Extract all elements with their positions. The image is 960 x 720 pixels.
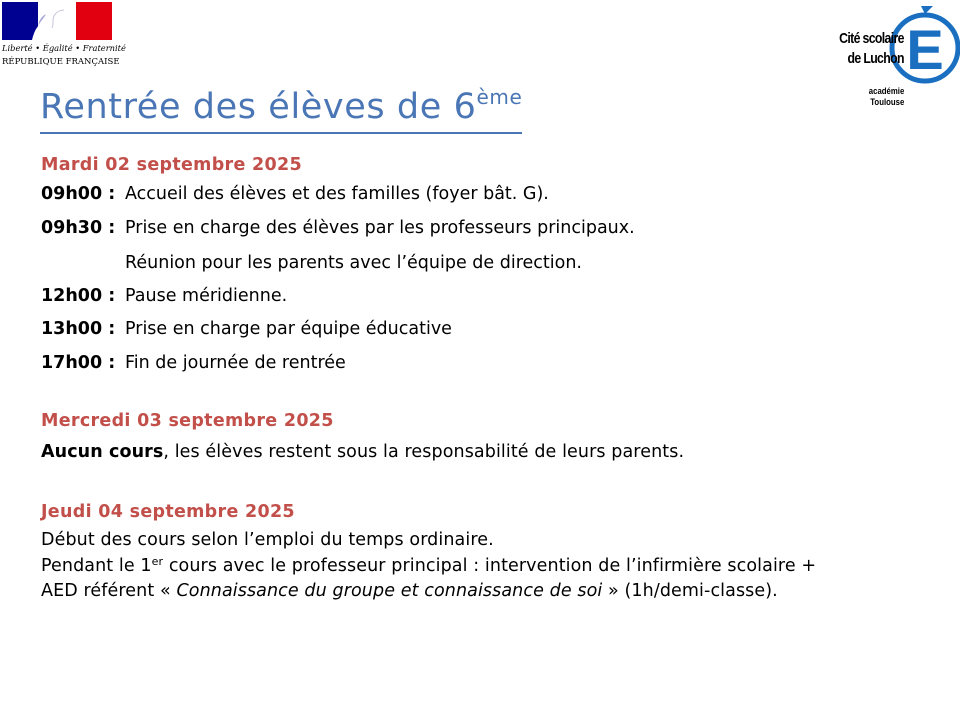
section-date-mercredi: Mercredi 03 septembre 2025	[41, 411, 334, 431]
mercredi-line	[41, 442, 684, 462]
jeudi-line2-sup: er	[151, 555, 164, 568]
title-text: Rentrée des élèves de 6	[40, 87, 477, 127]
schedule-row	[41, 218, 635, 238]
jeudi-line2-b: cours avec le professeur principal : intervention de l’infirmière scolaire +	[163, 556, 817, 576]
jeudi-line1: Début des cours selon l’emploi du temps ordinaire.	[41, 530, 494, 550]
schedule-row	[41, 286, 287, 306]
republique-francaise-logo	[2, 2, 126, 70]
page-title	[40, 82, 522, 134]
cite-scolaire-line1: Cité scolaire	[839, 30, 904, 47]
schedule-row	[41, 319, 452, 339]
mercredi-rest: , les élèves restent sous la responsabilité de leurs parents.	[163, 442, 685, 462]
row-text: Prise en charge des élèves par les professeurs principaux.	[125, 218, 635, 238]
schedule-row	[41, 184, 549, 204]
cite-scolaire-luchon-logo	[830, 0, 960, 118]
row-time: 17h00 :	[41, 353, 116, 373]
schedule-row	[41, 353, 346, 373]
row-text: Prise en charge par équipe éducative	[125, 319, 452, 339]
jeudi-line3-italic: Connaissance du groupe et connaissance de soi	[176, 581, 603, 601]
toulouse-label: Toulouse	[869, 97, 904, 108]
cite-scolaire-line2: de Luchon	[847, 50, 904, 67]
row-text: Pause méridienne.	[125, 286, 288, 306]
svg-text:E: E	[906, 18, 944, 81]
row-text: Accueil des élèves et des familles (foyer bât. G).	[125, 184, 549, 204]
row-time: 13h00 :	[41, 319, 116, 339]
jeudi-line2	[41, 556, 816, 576]
row-text: Réunion pour les parents avec l’équipe de direction.	[125, 253, 582, 273]
rf-name: RÉPUBLIQUE FRANÇAISE	[2, 57, 120, 67]
academie-toulouse	[868, 86, 904, 108]
schedule-row	[41, 253, 582, 273]
section-date-jeudi: Jeudi 04 septembre 2025	[41, 502, 295, 522]
row-text: Fin de journée de rentrée	[125, 353, 346, 373]
row-time: 12h00 :	[41, 286, 116, 306]
row-time: 09h00 :	[41, 184, 116, 204]
jeudi-line3	[41, 581, 778, 601]
marianne-flag-icon	[2, 2, 112, 40]
academie-label: académie	[868, 86, 904, 97]
mercredi-bold: Aucun cours	[41, 442, 164, 462]
cite-scolaire-name	[839, 29, 904, 69]
row-time: 09h30 :	[41, 218, 116, 238]
jeudi-line3-b: » (1h/demi-classe).	[602, 581, 778, 601]
jeudi-line3-a: AED référent «	[41, 581, 177, 601]
jeudi-line2-a: Pendant le 1	[41, 556, 152, 576]
rf-motto: Liberté • Égalité • Fraternité	[2, 43, 126, 53]
title-sup: ème	[476, 85, 523, 109]
section-date-mardi: Mardi 02 septembre 2025	[41, 155, 302, 175]
